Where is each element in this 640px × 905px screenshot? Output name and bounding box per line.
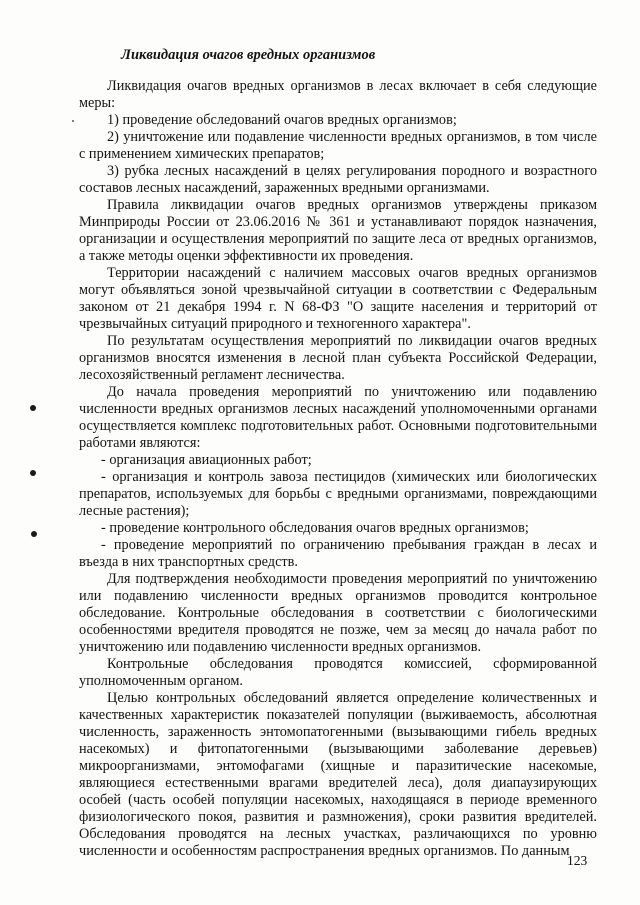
list-item: - организация авиационных работ;: [101, 452, 312, 468]
list-item: 2) уничтожение или подавление численности вредных организмов, в том числе с применением химических препаратов;: [79, 129, 597, 162]
punch-hole-mark: [30, 470, 36, 476]
list-item: 1) проведение обследований очагов вредных организмов;: [107, 112, 457, 128]
paragraph: Целью контрольных обследований является определение количественных и качественных характеристик показателей популяции (выживаемость, абсолютная численность, зараженность энтомопатогенными (вызывающими гибель вредных насекомых) и фитопатогенными (вызывающими заболевание деревьев) микроорганизмами, энтомофагами (хищные и паразитические насекомые, являющиеся естественными врагами вредителей леса), доля диапаузирующих особей (часть особей популяции насекомых, находящаяся в периоде временного физиологического покоя, развития и размножения), сроки развития вредителей. Обследования проводятся на лесных участках, различающихся по уровню численности и особенностям распространения вредных организмов. По данным: [79, 690, 597, 859]
section-title: Ликвидация очагов вредных организмов: [121, 47, 376, 63]
list-item: 3) рубка лесных насаждений в целях регулирования породного и возрастного составов лесных насаждений, зараженных вредными организмами.: [79, 163, 597, 196]
paragraph: Территории насаждений с наличием массовых очагов вредных организмов могут объявляться зоной чрезвычайной ситуации в соответствии с Федеральным законом от 21 декабря 1994 г. N 68-ФЗ "О защите населения и территорий от чрезвычайных ситуаций природного и техногенного характера".: [79, 265, 597, 332]
paragraph: Правила ликвидации очагов вредных организмов утверждены приказом Минприроды России от 23.06.2016 № 361 и устанавливают порядок назначения, организации и осуществления мероприятий по защите леса от вредных организмов, а также методы оценки эффективности их проведения.: [79, 197, 597, 264]
paragraph: Для подтверждения необходимости проведения мероприятий по уничтожению или подавлению численности вредных организмов проводится контрольное обследование. Контрольные обследования в соответствии с биологическими особенностями вредителя проводятся не позже, чем за месяц до начала работ по уничтожению или подавлению численности вредных организмов.: [79, 571, 597, 655]
body-text: [79, 78, 597, 860]
paragraph: Ликвидация очагов вредных организмов в лесах включает в себя следующие меры:: [79, 78, 597, 111]
scan-speck: [72, 120, 74, 122]
page-number: 123: [567, 853, 588, 868]
list-item: - проведение мероприятий по ограничению пребывания граждан в лесах и въезда в них транспортных средств.: [79, 537, 597, 570]
list-item: - организация и контроль завоза пестицидов (химических или биологических препаратов, используемых для борьбы с вредными организмами, повреждающими лесные растения);: [79, 469, 597, 519]
paragraph: Контрольные обследования проводятся комиссией, сформированной уполномоченным органом.: [79, 656, 597, 689]
list-item: - проведение контрольного обследования очагов вредных организмов;: [101, 520, 529, 536]
paragraph: До начала проведения мероприятий по уничтожению или подавлению численности вредных организмов лесных насаждений уполномоченными органами осуществляется комплекс подготовительных работ. Основными подготовительными работами являются:: [79, 384, 597, 451]
punch-hole-mark: [30, 405, 36, 411]
paragraph: По результатам осуществления мероприятий по ликвидации очагов вредных организмов вносятся изменения в лесной план субъекта Российской Федерации, лесохозяйственный регламент лесничества.: [79, 333, 597, 383]
punch-hole-mark: [31, 531, 37, 537]
